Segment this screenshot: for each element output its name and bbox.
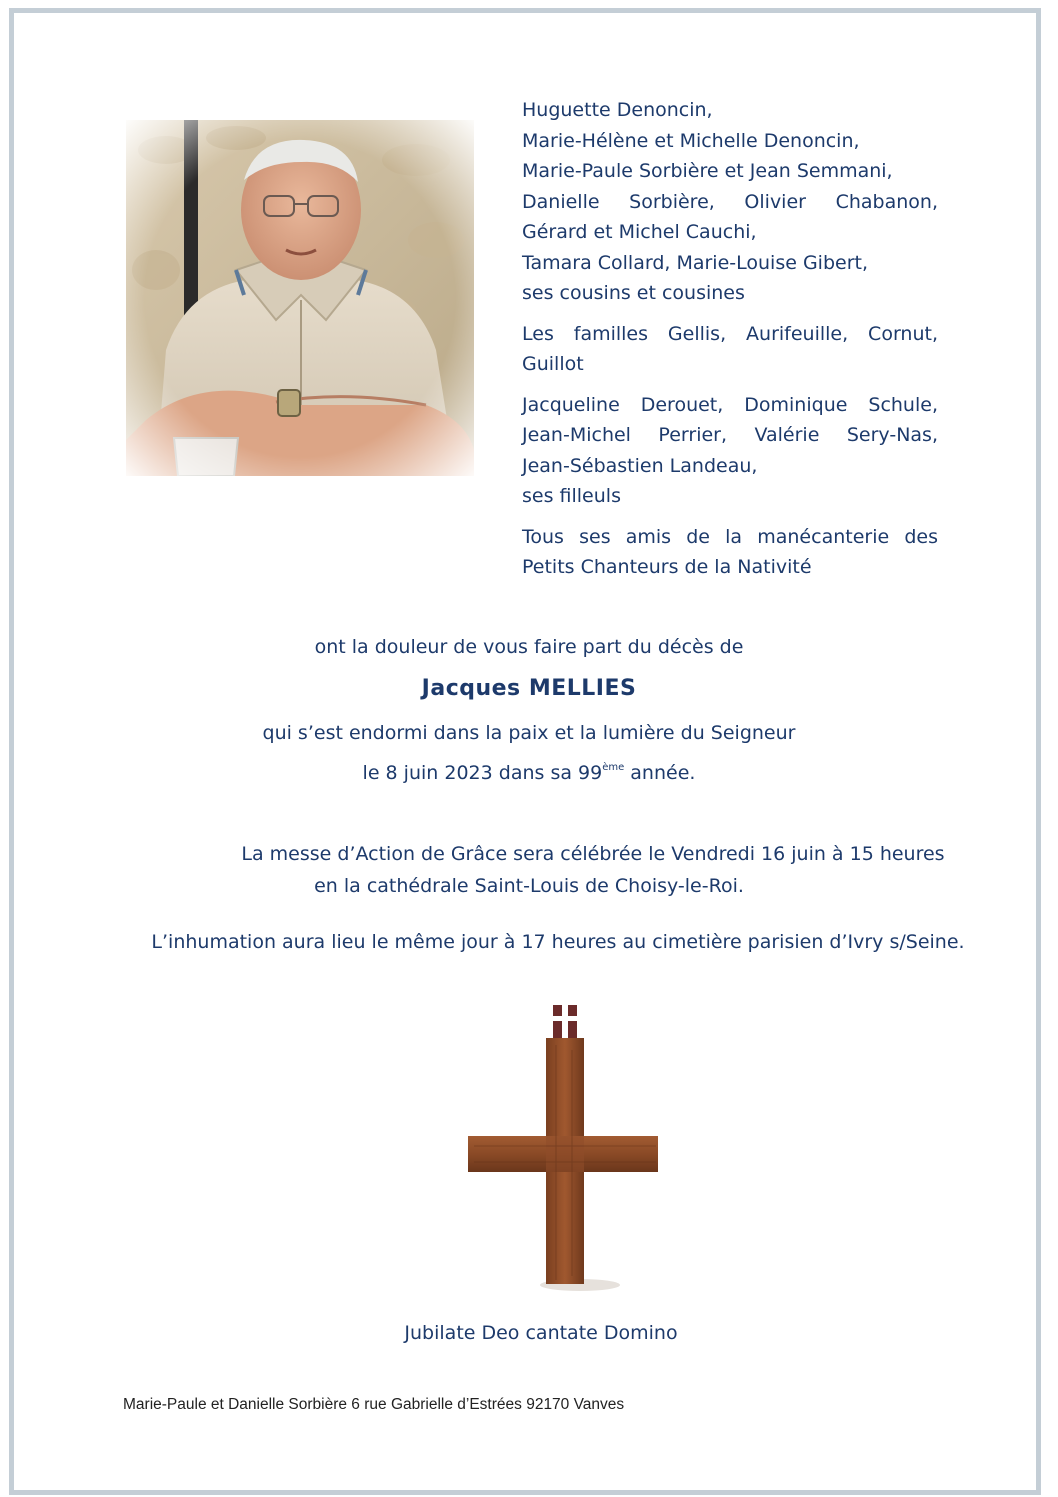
family-line: Petits Chanteurs de la Nativité bbox=[522, 556, 812, 578]
family-line: Tous ses amis de la manécanterie des bbox=[522, 525, 938, 548]
date-text-end: année. bbox=[624, 762, 696, 784]
portrait-photo bbox=[126, 120, 474, 476]
family-line: Guillot bbox=[522, 353, 584, 375]
family-line: Les familles Gellis, Aurifeuille, Cornut, bbox=[522, 322, 938, 345]
announcement-intro: ont la douleur de vous faire part du décès de bbox=[314, 636, 744, 658]
family-group-friends bbox=[522, 522, 938, 583]
sender-address: Marie-Paule et Danielle Sorbière 6 rue Gabrielle d’Estrées 92170 Vanves bbox=[123, 1396, 625, 1413]
ordinal-suffix: ème bbox=[602, 762, 625, 773]
family-line: Huguette Denoncin, bbox=[522, 99, 713, 121]
family-group-godchildren bbox=[522, 390, 938, 512]
family-line: Jacqueline Derouet, Dominique Schule, bbox=[522, 393, 938, 416]
wooden-cross-icon bbox=[460, 1000, 700, 1300]
announcement-date-line bbox=[0, 762, 1058, 784]
family-line: Marie-Paule Sorbière et Jean Semmani, bbox=[522, 160, 893, 182]
burial-line: L’inhumation aura lieu le même jour à 17 heures au cimetière parisien d’Ivry s/Seine. bbox=[151, 931, 965, 953]
mass-line-2: en la cathédrale Saint-Louis de Choisy-le-Roi. bbox=[314, 875, 744, 897]
bereaved-families bbox=[522, 95, 938, 593]
mass-line-1: La messe d’Action de Grâce sera célébrée le Vendredi 16 juin à 15 heures bbox=[241, 843, 945, 865]
family-line: Tamara Collard, Marie-Louise Gibert, bbox=[522, 251, 869, 274]
date-text: le 8 juin 2023 dans sa 99 bbox=[362, 762, 603, 784]
motto: Jubilate Deo cantate Domino bbox=[404, 1322, 678, 1344]
family-line: Marie-Hélène et Michelle Denoncin, bbox=[522, 129, 860, 152]
family-line: Gérard et Michel Cauchi, bbox=[522, 221, 757, 243]
family-line: Jean-Sébastien Landeau, bbox=[522, 454, 758, 477]
announcement-line1: qui s’est endormi dans la paix et la lumière du Seigneur bbox=[262, 722, 796, 744]
family-line: Jean-Michel Perrier, Valérie Sery-Nas, bbox=[522, 424, 938, 446]
family-group-cousins bbox=[522, 95, 938, 309]
family-line: ses cousins et cousines bbox=[522, 282, 745, 304]
family-group-families bbox=[522, 319, 938, 380]
family-line: Danielle Sorbière, Olivier Chabanon, bbox=[522, 190, 938, 213]
family-line: ses filleuls bbox=[522, 485, 621, 507]
deceased-name: Jacques MELLIES bbox=[421, 676, 637, 701]
